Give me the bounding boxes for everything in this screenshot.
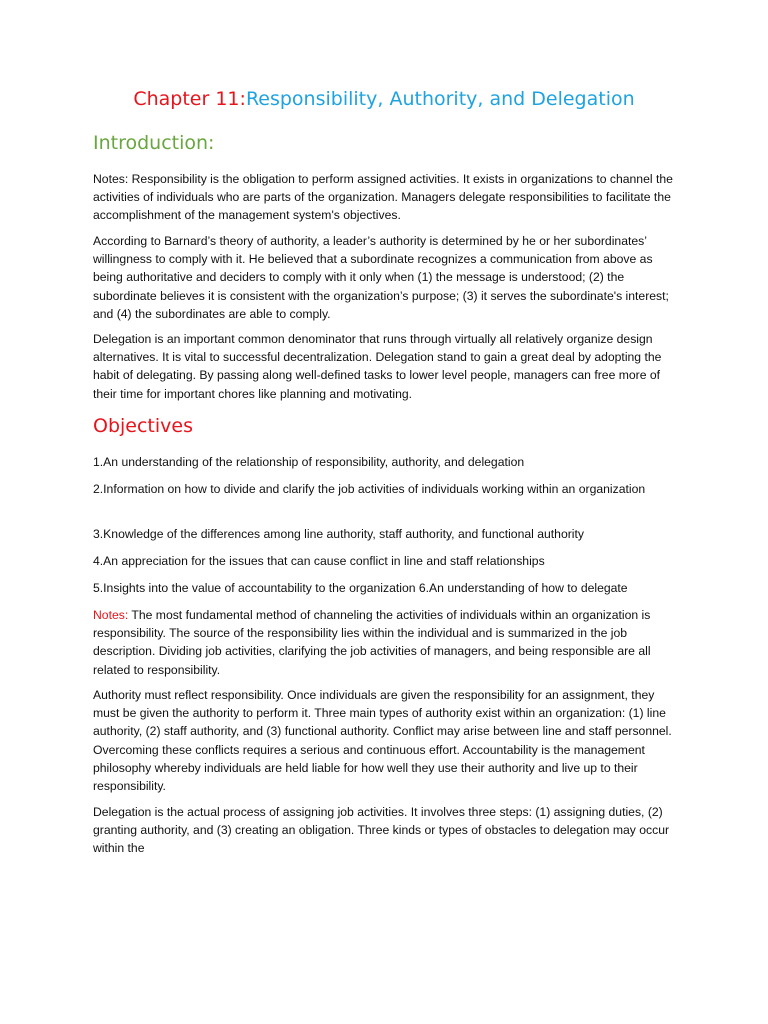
objective-item-5: 5.Insights into the value of accountability to the organization 6.An understanding of how to delegate	[93, 581, 628, 595]
chapter-title	[0, 88, 768, 110]
chapter-subject: Responsibility, Authority, and Delegation	[245, 88, 635, 110]
paragraph-text: Authority must reflect responsibility. Once individuals are given the responsibility for an assignment, they must be given the authority to perform it. Three main types of authority exist within an organization: (1) line authority, (2) staff authority, and (3) functional authority. Conflict may arise between line and staff personnel. Overcoming these conflicts requires a serious and continuous effort. Accountability is the management philosophy whereby individuals are held liable for how well they use their authority and live up to their responsibility.	[93, 688, 672, 794]
objective-item-4: 4.An appreciation for the issues that can cause conflict in line and staff relationships	[93, 554, 545, 568]
paragraph-text	[93, 606, 683, 679]
paragraph-text: Delegation is an important common denominator that runs through virtually all relatively organize design alternatives. It is vital to successful decentralization. Delegation stand to gain a great deal by adopting the habit of delegating. By passing along well-defined tasks to lower level people, managers can free more of their time for important chores like planning and motivating.	[93, 332, 662, 401]
introduction-heading: Introduction:	[93, 132, 215, 154]
intro-paragraph-1	[93, 170, 683, 225]
delegation-paragraph	[93, 803, 683, 858]
chapter-number: Chapter 11:	[133, 88, 246, 110]
authority-paragraph	[93, 686, 683, 795]
paragraph-text: Delegation is the actual process of assigning job activities. It involves three steps: (1) assigning duties, (2) granting authority, and (3) creating an obligation. Three kinds or types of obstacles to delegation may occur within the	[93, 805, 670, 856]
intro-paragraph-3	[93, 330, 683, 403]
intro-paragraph-2	[93, 232, 683, 323]
objective-item-1: 1.An understanding of the relationship of responsibility, authority, and delegation	[93, 455, 525, 469]
objective-item-2: 2.Information on how to divide and clarify the job activities of individuals working within an organization	[93, 482, 646, 496]
objectives-notes-paragraph	[93, 606, 683, 679]
objectives-heading: Objectives	[93, 415, 193, 437]
objective-item-3: 3.Knowledge of the differences among line authority, staff authority, and functional authority	[93, 527, 584, 541]
notes-label: Notes:	[93, 608, 129, 622]
paragraph-text: Notes: Responsibility is the obligation to perform assigned activities. It exists in organizations to channel the activities of individuals who are parts of the organization. Managers delegate responsibilities to facilitate the accomplishment of the management system's objectives.	[93, 172, 673, 223]
notes-text: The most fundamental method of channeling the activities of individuals within an organization is responsibility. The source of the responsibility lies within the individual and is summarized in the job description. Dividing job activities, clarifying the job activities of managers, and being responsible are all related to responsibility.	[93, 608, 651, 677]
paragraph-text: According to Barnard’s theory of authority, a leader’s authority is determined by he or her subordinates’ willingness to comply with it. He believed that a subordinate recognizes a communication from above as being authoritative and deciders to comply with it only when (1) the message is understood; (2) the subordinate believes it is consistent with the organization’s purpose; (3) it serves the subordinate's interest; and (4) the subordinates are able to comply.	[93, 234, 669, 321]
